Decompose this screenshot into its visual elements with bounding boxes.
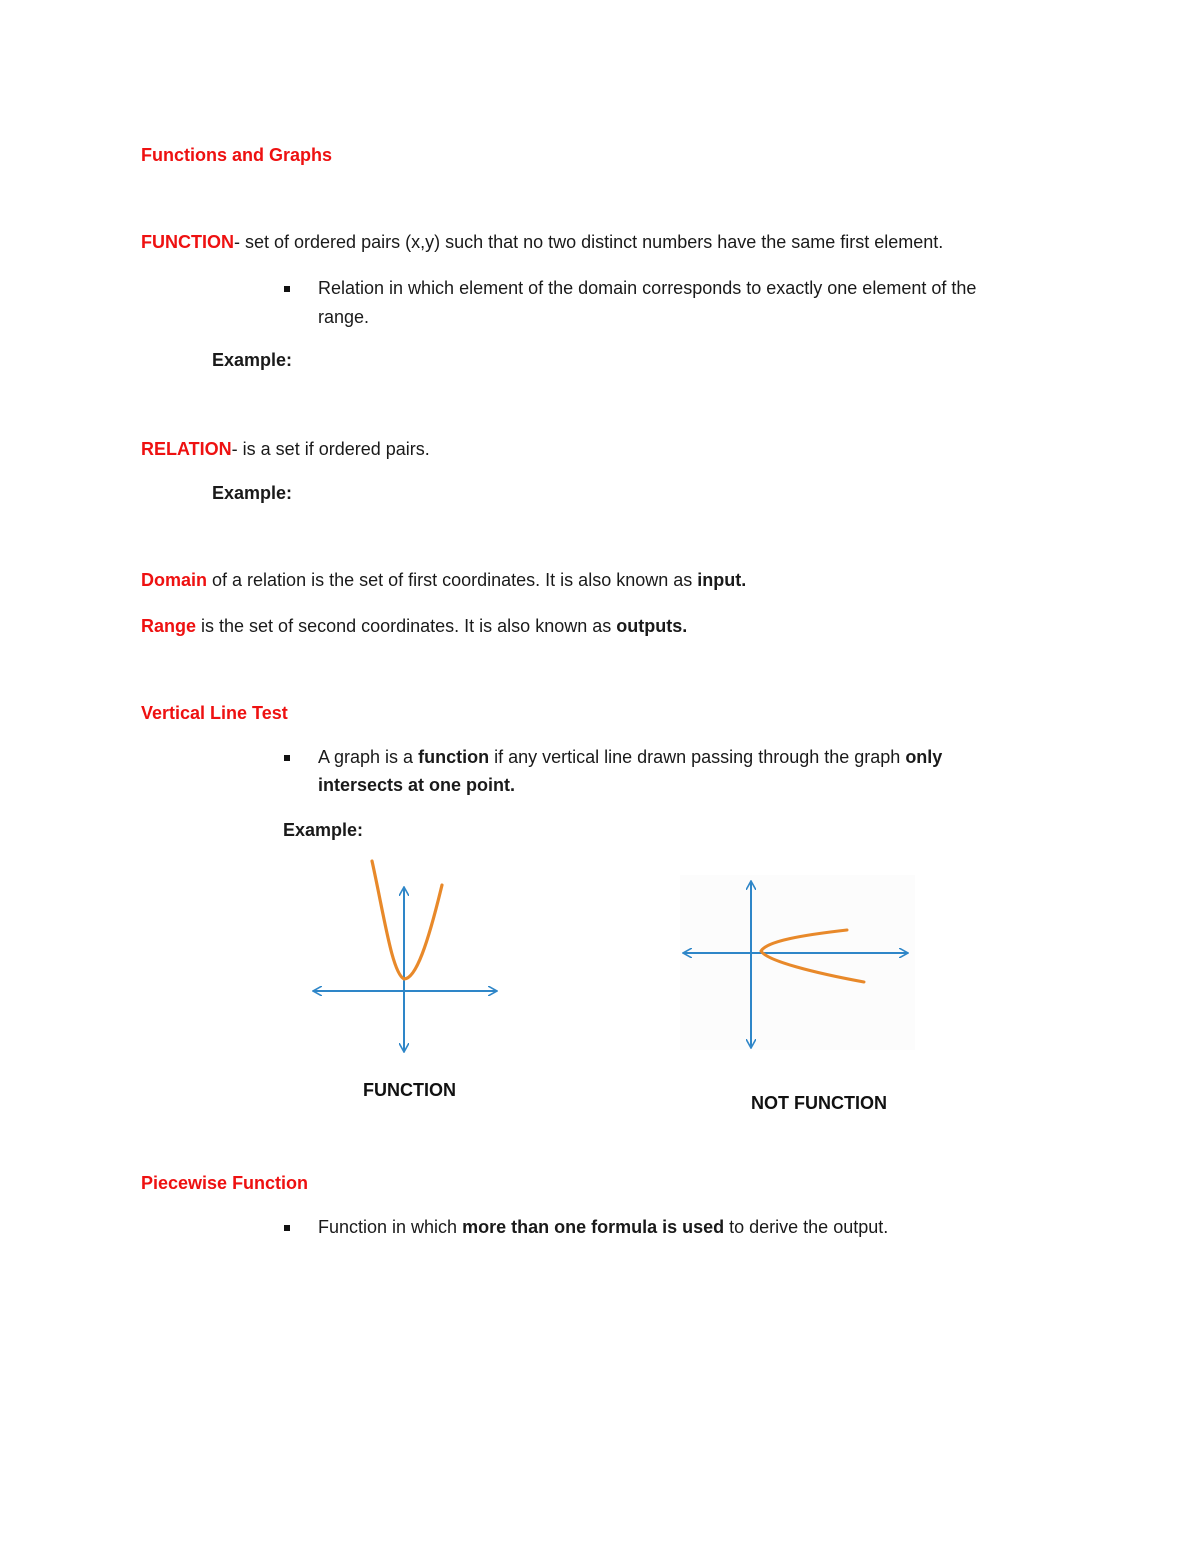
function-term: FUNCTION (141, 232, 234, 252)
vlt-bold-1: function (418, 747, 490, 767)
relation-term: RELATION (141, 439, 232, 459)
vlt-bullet-line1 (318, 747, 942, 768)
domain-bold: input. (697, 570, 747, 590)
piecewise-text-1: Function in which (318, 1217, 463, 1237)
piecewise-text-2: to derive the output. (724, 1217, 889, 1237)
parabola-curve (372, 861, 442, 979)
relation-text: - is a set if ordered pairs. (231, 439, 430, 459)
vlt-text-2: if any vertical line drawn passing through the graph (489, 747, 906, 767)
bullet-square-icon (284, 286, 290, 292)
function-example-label: Example: (212, 350, 293, 370)
domain-text: of a relation is the set of first coordinates. It is also known as (207, 570, 698, 590)
vlt-bullet-line2: intersects at one point. (318, 775, 516, 795)
bullet-square-icon (284, 755, 290, 761)
vertical-line-test-heading: Vertical Line Test (141, 703, 288, 723)
page-title: Functions and Graphs (141, 145, 333, 165)
domain-term: Domain (141, 570, 208, 590)
range-bold: outputs. (616, 616, 688, 636)
range-text: is the set of second coordinates. It is also known as (196, 616, 617, 636)
range-definition (141, 616, 687, 637)
vlt-text-1: A graph is a (318, 747, 419, 767)
domain-definition (141, 570, 746, 591)
range-term: Range (141, 616, 197, 636)
piecewise-heading: Piecewise Function (141, 1173, 309, 1193)
caption-function: FUNCTION (363, 1080, 456, 1100)
function-definition (141, 232, 943, 253)
not-function-graph (675, 875, 920, 1055)
function-text: - set of ordered pairs (x,y) such that no two distinct numbers have the same first element. (234, 232, 944, 252)
relation-definition (141, 439, 430, 460)
piecewise-bold: more than one formula is used (462, 1217, 725, 1237)
caption-not-function: NOT FUNCTION (751, 1093, 887, 1113)
bullet-square-icon (284, 1225, 290, 1231)
relation-example-label: Example: (212, 483, 293, 503)
function-graph (300, 855, 510, 1060)
function-bullet-line1: Relation in which element of the domain corresponds to exactly one element of the (318, 278, 977, 298)
piecewise-bullet (318, 1217, 888, 1238)
vlt-example-label: Example: (283, 820, 364, 840)
vlt-bold-2: only (905, 747, 943, 767)
function-bullet-line2: range. (318, 307, 370, 327)
